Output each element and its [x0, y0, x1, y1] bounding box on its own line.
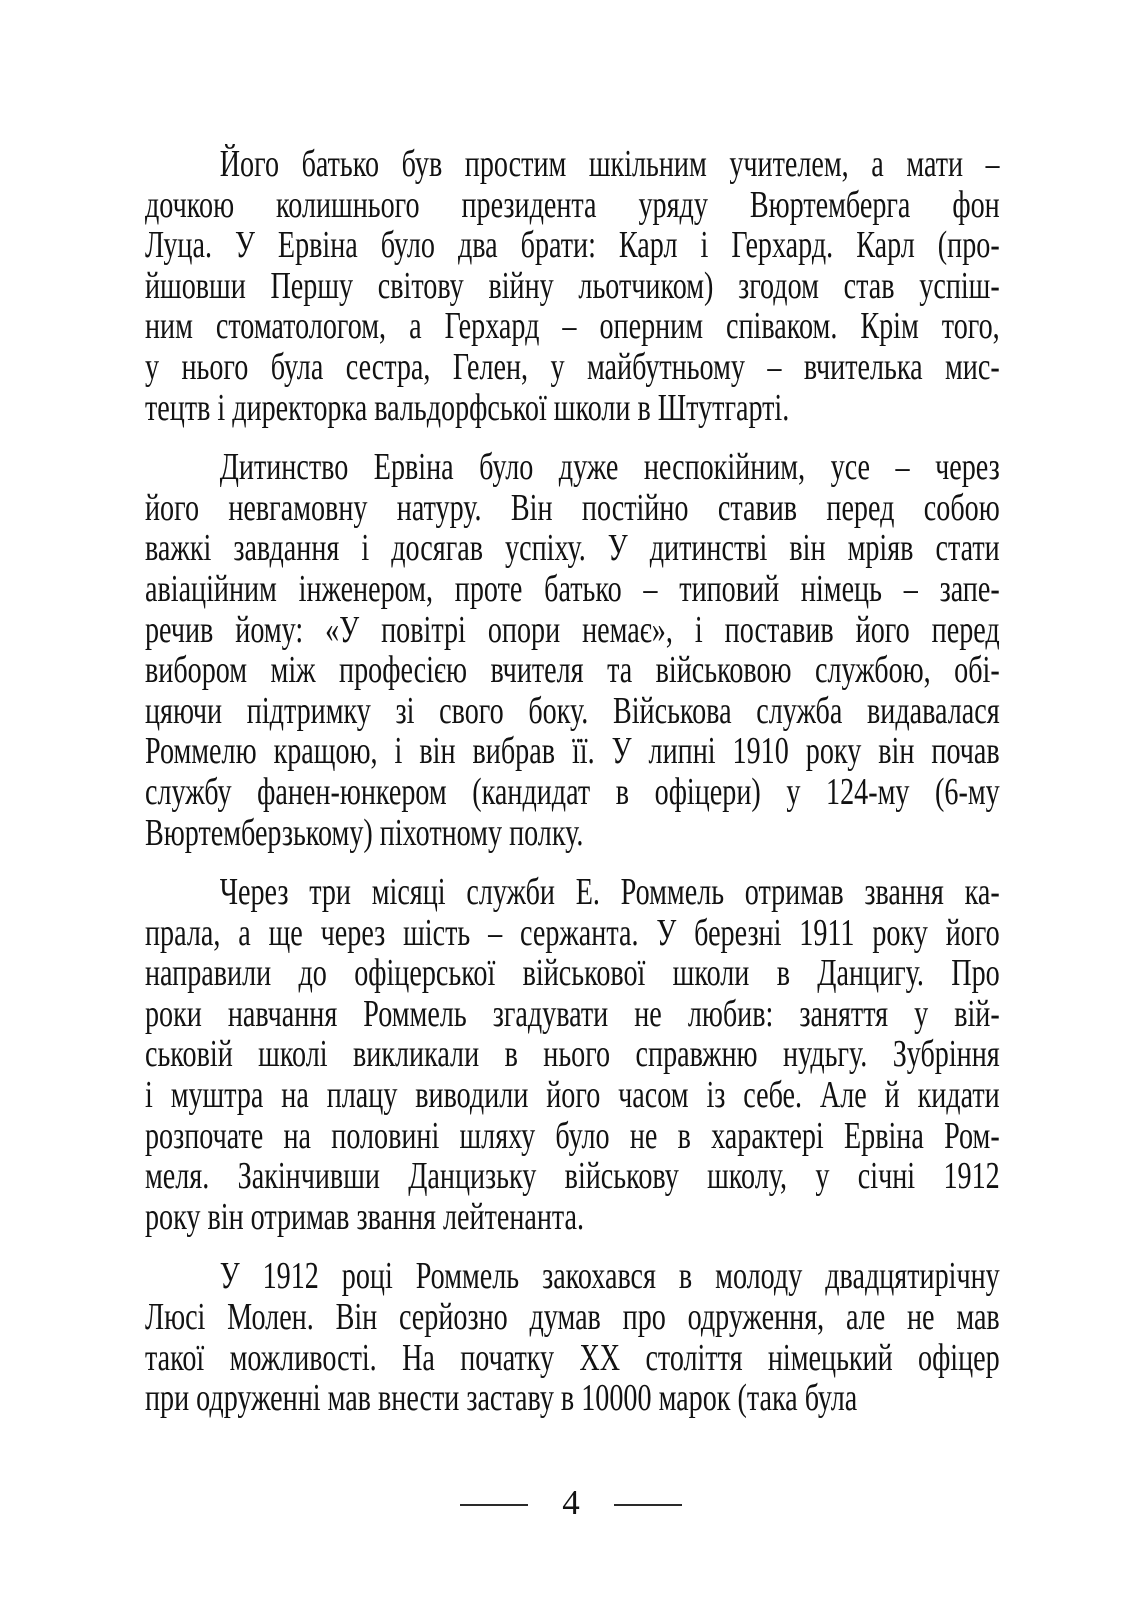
text-line: вибором між професією вчителя та військовою службою, обі-: [145, 650, 1000, 691]
text-line: речив йому: «У повітрі опори немає», і поставив його перед: [145, 609, 1000, 651]
text-line: службу фанен-юнкером (кандидат в офіцери) у 124-му (6-му: [145, 771, 1000, 813]
text-line: У 1912 році Роммель закохався в молоду двадцятирічну: [219, 1256, 1000, 1298]
page-footer: [0, 1483, 1142, 1522]
text-line: Роммелю кращою, і він вибрав її. У липні 1910 року він почав: [145, 731, 1000, 772]
text-line: важкі завдання і досягав успіху. У дитинстві він мріяв стати: [145, 528, 1000, 569]
text-line: ним стоматологом, а Герхард – оперним співаком. Крім того,: [145, 306, 1000, 347]
paragraph: [145, 144, 1000, 428]
text-line: у нього була сестра, Гелен, у майбутньому – вчителька мис-: [145, 346, 1000, 388]
text-line: направили до офіцерської військової школи в Данцигу. Про: [145, 953, 1000, 994]
footer-right-rule: [614, 1504, 682, 1506]
text-line: його невгамовну натуру. Він постійно ставив перед собою: [145, 487, 1000, 529]
text-line: прала, а ще через шість – сержанта. У березні 1911 року його: [145, 912, 1000, 954]
text-line: розпочате на половині шляху було не в характері Ервіна Ром-: [145, 1115, 1000, 1157]
text-line: року він отримав звання лейтенанта.: [145, 1196, 585, 1238]
text-line: тецтв і директорка вальдорфської школи в Штутгарті.: [145, 387, 790, 429]
text-line: роки навчання Роммель згадувати не любив: заняття у вій-: [145, 993, 1000, 1035]
text-line: меля. Закінчивши Данцизьку військову школу, у січні 1912: [145, 1156, 1000, 1197]
text-line: Луца. У Ервіна було два брати: Карл і Герхард. Карл (про-: [145, 225, 1000, 266]
text-block: [145, 144, 1000, 1419]
paragraph: [145, 1256, 1000, 1418]
text-line: і муштра на плацу виводили його часом із себе. Але й кидати: [145, 1075, 1000, 1116]
text-line: при одруженні мав внести заставу в 10000 марок (така була: [145, 1378, 858, 1419]
text-line: йшовши Першу світову війну льотчиком) згодом став успіш-: [145, 265, 1000, 307]
text-line: Його батько був простим шкільним учителем, а мати –: [219, 144, 1000, 185]
text-line: ськовій школі викликали в нього справжню нудьгу. Зубріння: [145, 1034, 1000, 1076]
text-line: цяючи підтримку зі свого боку. Військова служба видавалася: [145, 690, 1000, 732]
paragraph: [145, 447, 1000, 853]
text-line: Дитинство Ервіна було дуже неспокійним, усе – через: [219, 447, 1000, 488]
page-number: 4: [562, 1483, 580, 1522]
text-line: Вюртемберзькому) піхотному полку.: [145, 812, 584, 854]
text-line: Через три місяці служби Е. Роммель отримав звання ка-: [219, 872, 1000, 913]
paragraph: [145, 872, 1000, 1237]
text-line: авіаційним інженером, проте батько – типовий німець – запе-: [145, 568, 1000, 610]
footer-left-rule: [460, 1504, 528, 1506]
text-line: Люсі Молен. Він серйозно думав про одруження, але не мав: [145, 1297, 1000, 1338]
text-line: такої можливості. На початку ХХ століття німецький офіцер: [145, 1337, 1000, 1379]
text-line: дочкою колишнього президента уряду Вюртемберга фон: [145, 184, 1000, 226]
